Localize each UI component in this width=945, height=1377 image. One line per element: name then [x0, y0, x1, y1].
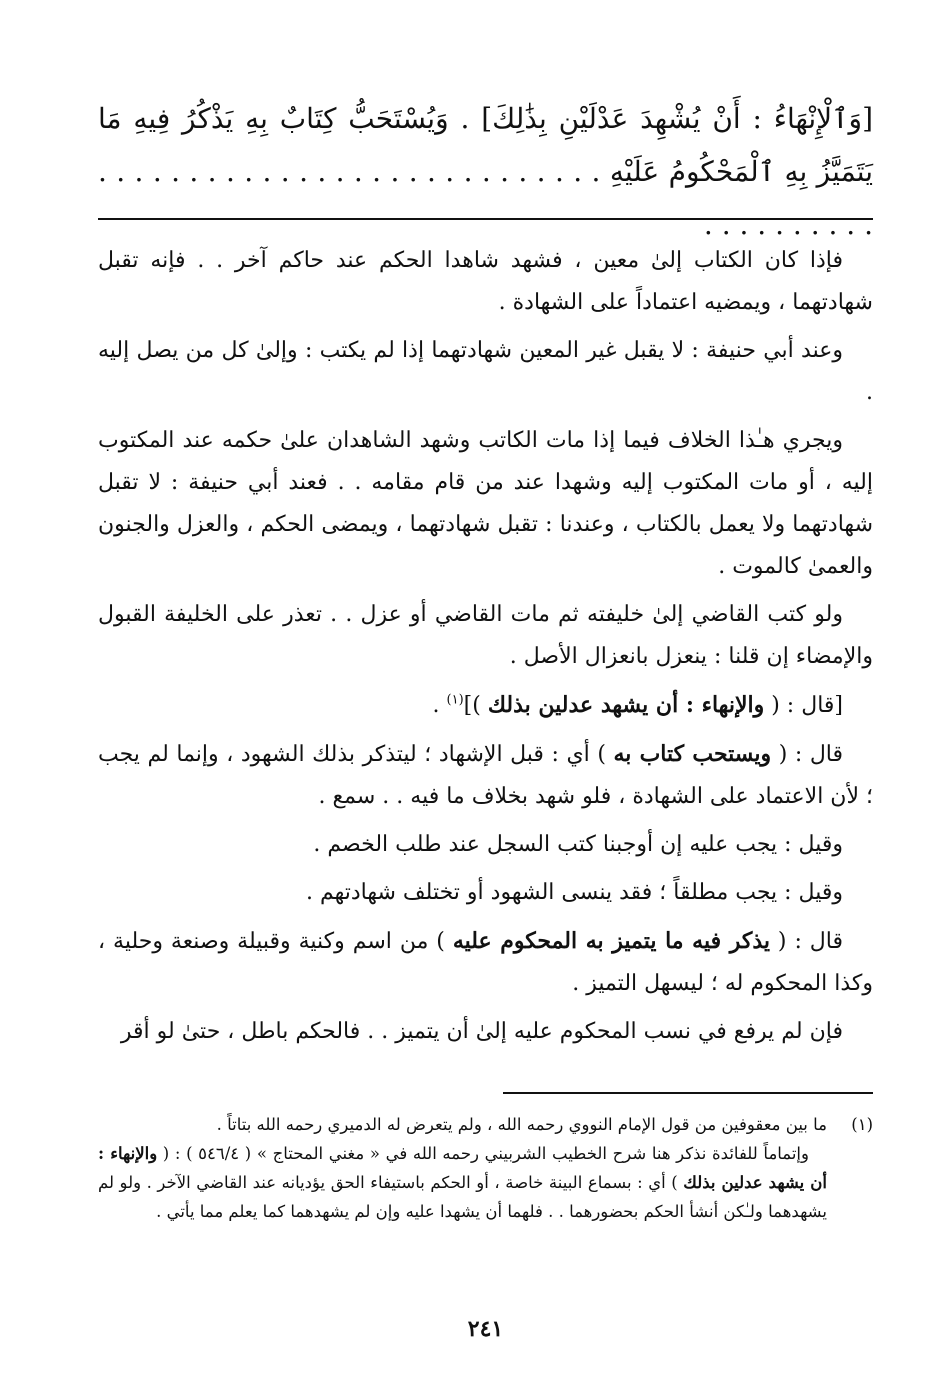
- footnote-body: [98, 1110, 827, 1226]
- matn-text: [98, 92, 873, 241]
- sharh-paragraph-1: فإذا كان الكتاب إلىٰ معين ، فشهد شاهدا الحكم عند حاكم آخر . . فإنه تقبل شهادتهما ، ويمضيه اعتماداً على الشهادة .: [98, 248, 873, 315]
- matn-dots: . . . . . . . . . . . . . . . . . . . . . . . . . . . . . . . . . . . . . .: [98, 155, 873, 241]
- matn-line-2: ٱلْمَحْكُومُ عَلَيْهِ: [609, 155, 776, 188]
- sharh-paragraph-9: [98, 920, 873, 1005]
- footnotes: [98, 1110, 873, 1226]
- p6-matn-quote: ويستحب كتاب به: [613, 741, 772, 767]
- footnote-2-matn-quote: والإنهاء : أن يشهد عدلين بذلك: [98, 1144, 827, 1192]
- sharh-paragraph-8: وقيل : يجب مطلقاً ؛ فقد ينسى الشهود أو تختلف شهادتهم .: [305, 880, 843, 905]
- footnote-number: (١): [851, 1115, 873, 1134]
- p9-suffix: ) من اسم وكنية وقبيلة وصنعة وحلية ، وكذا المحكوم له ؛ ليسهل التميز .: [98, 929, 873, 996]
- footnote-2-suffix: ) أي : بسماع البينة خاصة ، أو الحكم باستيفاء الحق يؤديانه عند القاضي الآخر . ولو لم يشهدهما ولـٰكن أنشأ الحكم بحضورهما . . فلهما أن يشهدا عليه وإن لم يشهدهما كما يعلم مما يأتي .: [98, 1173, 827, 1221]
- p5-matn-quote: والإنهاء : أن يشهد عدلين بذلك: [487, 692, 765, 718]
- p5-end: .: [432, 693, 447, 718]
- sharh-paragraph-7: وقيل : يجب عليه إن أوجبنا كتب السجل عند طلب الخصم .: [313, 832, 843, 857]
- p5-suffix: )]: [463, 693, 488, 718]
- sharh-paragraph-3: ويجري هـٰذا الخلاف فيما إذا مات الكاتب وشهد الشاهدان علىٰ حكمه عند المكتوب إليه ، أو مات المكتوب إليه وشهدا عند من قام مقامه . . فعند أبي حنيفة : لا تقبل شهادتهما ولا يعمل بالكتاب ، وعندنا : تقبل شهادتهما ، ويمضى الحكم ، والعزل والجنون والعمىٰ كالموت .: [98, 428, 873, 579]
- sharh-paragraph-6: [98, 733, 873, 818]
- p9-matn-quote: يذكر فيه ما يتميز به المحكوم عليه: [452, 928, 770, 954]
- page-number: ٢٤١: [467, 1316, 504, 1342]
- sharh-paragraph-5: [98, 684, 873, 727]
- sharh-text: [98, 240, 873, 1053]
- footnote-ref[interactable]: (١): [446, 692, 464, 708]
- footnote-line-2: [98, 1139, 827, 1226]
- p6-suffix: ) أي : قبل الإشهاد ؛ ليتذكر بذلك الشهود ، وإنما لم يجب ؛ لأن الاعتماد على الشهادة ، فلو شهد بخلاف ما فيه . . سمع .: [98, 742, 873, 809]
- footnote-separator-rule: [503, 1092, 873, 1094]
- p5-prefix: [قال : (: [764, 693, 843, 718]
- p6-prefix: قال : (: [771, 742, 844, 767]
- matn-separator-rule: [98, 218, 873, 220]
- book-page: [98, 92, 873, 1342]
- sharh-paragraph-4: ولو كتب القاضي إلىٰ خليفته ثم مات القاضي أو عزل . . تعذر على الخليفة القبول والإمضاء إن قلنا : ينعزل بانعزال الأصل .: [98, 602, 873, 669]
- matn-line-1: [وَٱلْإِنْهَاءُ : أَنْ يُشْهِدَ عَدْلَيْنِ بِذَٰلِكَ] . وَيُسْتَحَبُّ كِتَابٌ بِهِ يَذْكُرُ فِيهِ مَا يَتَمَيَّزُ بِهِ: [98, 102, 873, 188]
- sharh-paragraph-2: وعند أبي حنيفة : لا يقبل غير المعين شهادتهما إذا لم يكتب : وإلىٰ كل من يصل إليه .: [98, 338, 873, 405]
- footnote-1: [98, 1110, 873, 1226]
- footnote-line-1: ما بين معقوفين من قول الإمام النووي رحمه الله ، ولم يتعرض له الدميري رحمه الله بتاتاً .: [216, 1115, 827, 1134]
- footnote-2-prefix: وإتماماً للفائدة نذكر هنا شرح الخطيب الشربيني رحمه الله في « مغني المحتاج » ( ٥٤٦/٤ ) : (: [157, 1144, 809, 1163]
- sharh-paragraph-10: فإن لم يرفع في نسب المحكوم عليه إلىٰ أن يتميز . . فالحكم باطل ، حتىٰ لو أقر: [120, 1019, 843, 1044]
- p9-prefix: قال : (: [770, 929, 843, 954]
